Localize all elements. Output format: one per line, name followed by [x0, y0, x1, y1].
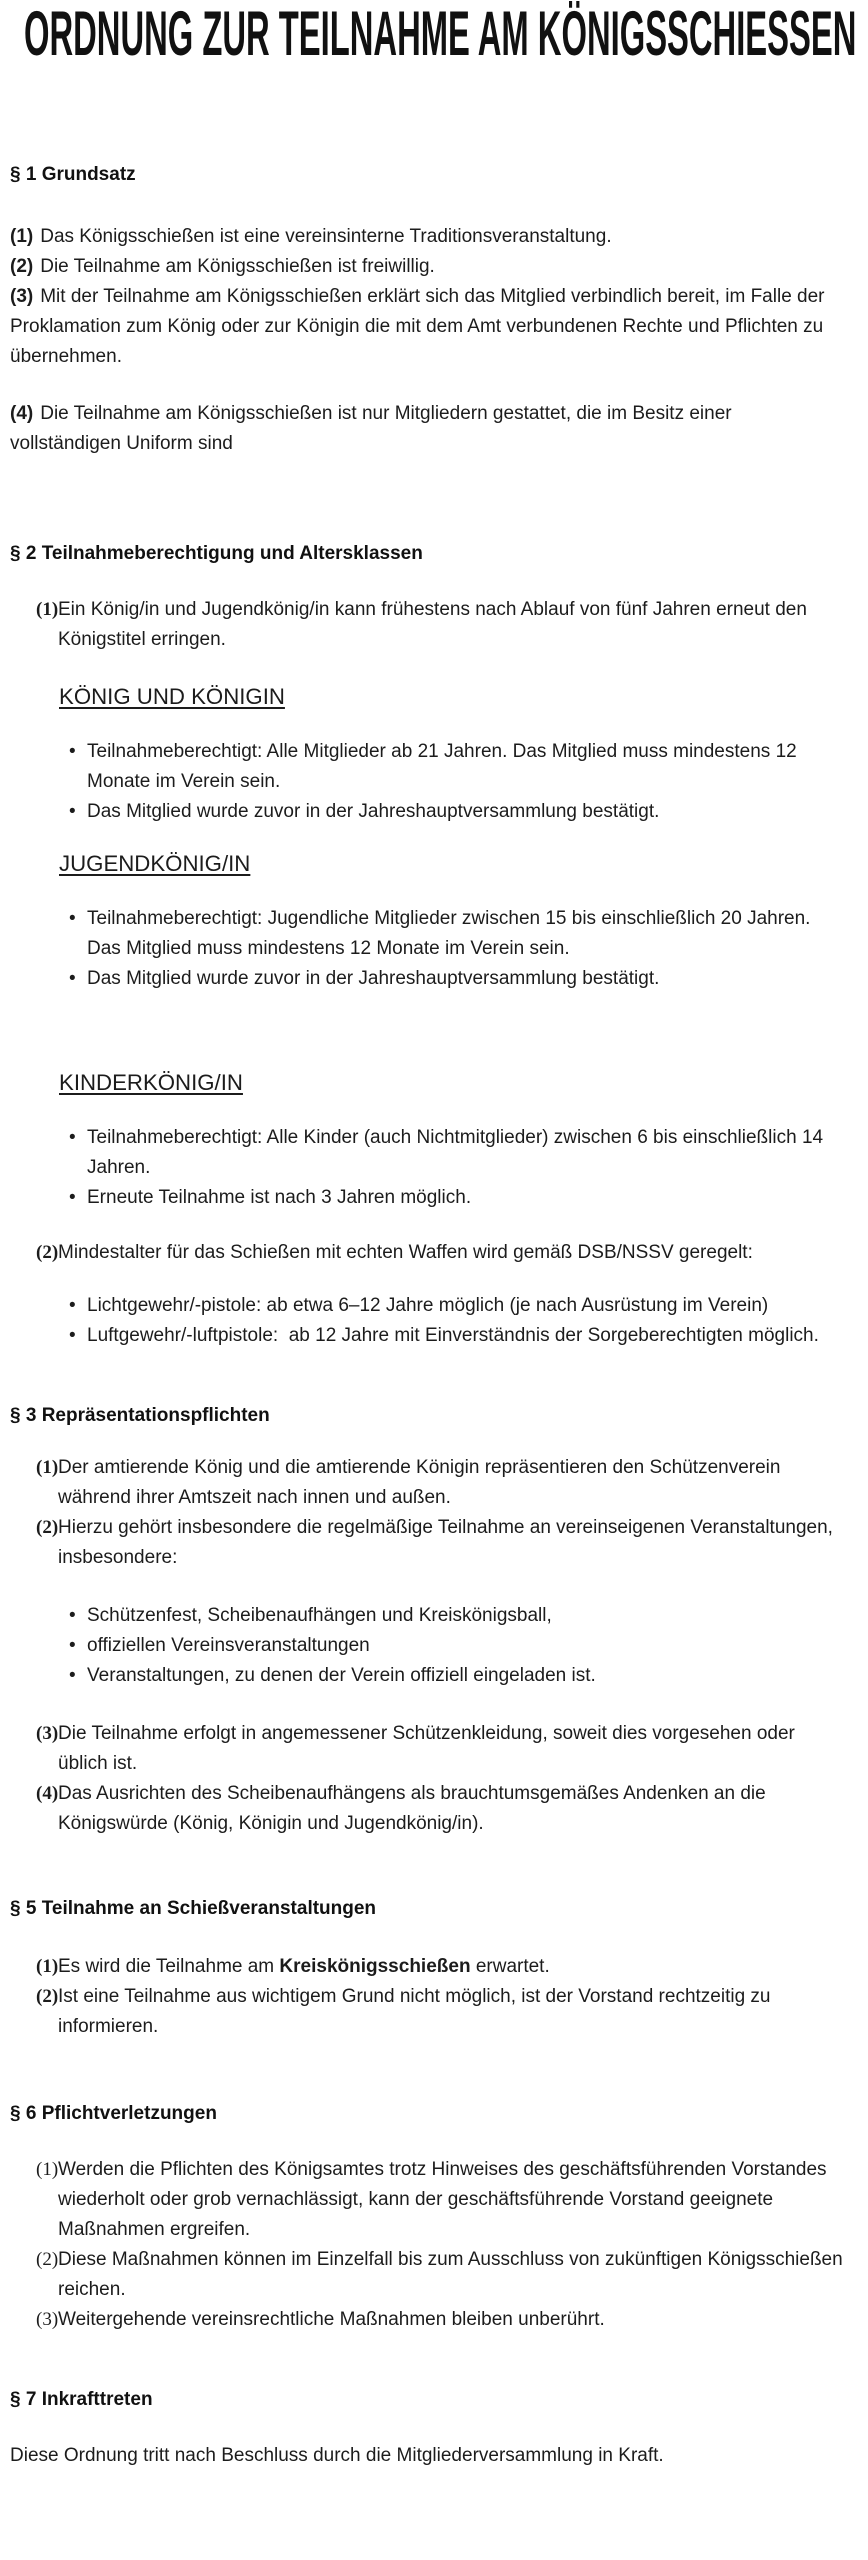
paragraph-number: (3): [36, 1723, 59, 1744]
bullet-list-mindestalter: [10, 1291, 844, 1351]
paragraph-text: Die Teilnahme am Königsschießen ist freiwillig.: [40, 256, 435, 277]
section-1-grundsatz: [10, 160, 844, 459]
bullet-text: offiziellen Vereinsveranstaltungen: [87, 1635, 370, 1656]
paragraph-text: Die Teilnahme erfolgt in angemessener Schützenkleidung, soweit dies vorgesehen oder üblich ist.: [58, 1723, 801, 1774]
section-7-heading: § 7 Inkrafttreten: [10, 2389, 153, 2410]
bullet-text: Veranstaltungen, zu denen der Verein offiziell eingeladen ist.: [87, 1665, 596, 1686]
section-7-inkrafttreten: [10, 2385, 844, 2471]
paragraph-text: Weitergehende vereinsrechtliche Maßnahmen bleiben unberührt.: [58, 2309, 605, 2330]
bullet-icon: •: [69, 1665, 76, 1686]
document-title: [24, 0, 857, 69]
bullet-text: Erneute Teilnahme ist nach 3 Jahren möglich.: [87, 1187, 472, 1208]
bullet-item: [10, 1183, 844, 1213]
paragraph-number: (1): [36, 1956, 59, 1977]
bullet-text: Das Mitglied wurde zuvor in der Jahreshauptversammlung bestätigt.: [87, 801, 660, 822]
paragraph-s2-1: [10, 595, 844, 655]
paragraph-number: (2): [36, 1242, 59, 1263]
bullet-icon: •: [69, 1605, 76, 1626]
paragraph-s3-4: [10, 1779, 844, 1839]
bullet-icon: •: [69, 1127, 76, 1148]
bullet-text: Schützenfest, Scheibenaufhängen und Kreiskönigsball,: [87, 1605, 552, 1626]
paragraph-s6-1: [10, 2155, 844, 2245]
bullet-item: [10, 1601, 844, 1631]
bullet-item: [10, 1291, 844, 1321]
bullet-item: [10, 1631, 844, 1661]
bullet-item: [10, 1123, 844, 1183]
paragraph-number: (3): [36, 2309, 59, 2330]
paragraph-text: Ist eine Teilnahme aus wichtigem Grund nicht möglich, ist der Vorstand rechtzeitig zu informieren.: [58, 1986, 776, 2037]
paragraph-number: (2): [10, 256, 34, 277]
paragraph-text: Diese Maßnahmen können im Einzelfall bis zum Ausschluss von zukünftigen Königsschießen reichen.: [58, 2249, 848, 2300]
paragraph-s1-2: [10, 252, 844, 282]
paragraph-number: (1): [36, 1457, 59, 1478]
bullet-text: Teilnahmeberechtigt: Alle Mitglieder ab 21 Jahren. Das Mitglied muss mindestens 12 Monate im Verein sein.: [87, 741, 802, 792]
subheading-jugendkoenig: JUGENDKÖNIG/IN: [59, 851, 251, 876]
section-5-heading: § 5 Teilnahme an Schießveranstaltungen: [10, 1898, 377, 1919]
paragraph-text: Mindestalter für das Schießen mit echten Waffen wird gemäß DSB/NSSV geregelt:: [58, 1242, 753, 1263]
bullet-item: [10, 904, 844, 964]
paragraph-number: (1): [10, 226, 34, 247]
bullet-list-koenig: [10, 737, 844, 827]
paragraph-s6-2: [10, 2245, 848, 2305]
bullet-icon: •: [69, 968, 76, 989]
paragraph-text: Diese Ordnung tritt nach Beschluss durch die Mitgliederversammlung in Kraft.: [10, 2445, 664, 2466]
bullet-text: Teilnahmeberechtigt: Alle Kinder (auch Nichtmitglieder) zwischen 6 bis einschließlich 14 Jahren.: [87, 1127, 829, 1178]
paragraph-s2-2: [10, 1238, 844, 1268]
paragraph-s3-3: [10, 1719, 844, 1779]
paragraph-text: Die Teilnahme am Königsschießen ist nur Mitgliedern gestattet, die im Besitz einer vollständigen Uniform sind: [10, 403, 737, 454]
paragraph-number: (2): [36, 2249, 59, 2270]
paragraph-s1-3: [10, 282, 844, 372]
section-1-heading: § 1 Grundsatz: [10, 164, 136, 185]
paragraph-s6-3: [10, 2305, 844, 2335]
paragraph-s5-2: [10, 1982, 844, 2042]
bullet-item: [10, 737, 844, 797]
paragraph-s1-4: [10, 399, 844, 459]
paragraph-text-bold: Kreiskönigsschießen: [279, 1956, 471, 1977]
bullet-icon: •: [69, 801, 76, 822]
paragraph-text: Werden die Pflichten des Königsamtes trotz Hinweises des geschäftsführenden Vorstandes wiederholt oder grob vernachlässigt, kann der geschäftsführende Vorstand geeignete Maßnahmen ergreifen.: [58, 2159, 832, 2240]
bullet-icon: •: [69, 1325, 76, 1346]
paragraph-text: Mit der Teilnahme am Königsschießen erklärt sich das Mitglied verbindlich bereit, im Falle der Proklamation zum König oder zur Königin die mit dem Amt verbundenen Rechte und Pflichten zu übernehmen.: [10, 286, 830, 367]
bullet-item: [10, 797, 844, 827]
closing-paragraph: [10, 2441, 844, 2471]
bullet-icon: •: [69, 741, 76, 762]
paragraph-text: Das Königsschießen ist eine vereinsinterne Traditionsveranstaltung.: [40, 226, 612, 247]
bullet-list-veranstaltungen: [10, 1601, 844, 1691]
paragraph-number: (3): [10, 286, 34, 307]
document-title-text: ORDNUNG ZUR TEILNAHME AM KÖNIGSSCHIESSEN: [24, 0, 857, 69]
bullet-list-kinder: [10, 1123, 844, 1213]
bullet-icon: •: [69, 908, 76, 929]
paragraph-number: (2): [36, 1986, 59, 2007]
bullet-text: Das Mitglied wurde zuvor in der Jahreshauptversammlung bestätigt.: [87, 968, 660, 989]
bullet-icon: •: [69, 1635, 76, 1656]
section-6-heading: § 6 Pflichtverletzungen: [10, 2103, 217, 2124]
bullet-text: Luftgewehr/-luftpistole: ab 12 Jahre mit Einverständnis der Sorgeberechtigten möglich.: [87, 1325, 819, 1346]
paragraph-text: Ein König/in und Jugendkönig/in kann frühestens nach Ablauf von fünf Jahren erneut den Königstitel erringen.: [58, 599, 813, 650]
paragraph-s5-1: [10, 1952, 844, 1982]
section-2-teilnahmeberechtigung: [10, 539, 844, 1351]
section-6-pflichtverletzungen: [10, 2099, 848, 2335]
bullet-list-jugend: [10, 904, 844, 994]
paragraph-text: Hierzu gehört insbesondere die regelmäßige Teilnahme an vereinseigenen Veranstaltungen, insbesondere:: [58, 1517, 839, 1568]
subheading-kinderkoenig: KINDERKÖNIG/IN: [59, 1070, 243, 1095]
section-5-schiessveranstaltungen: [10, 1894, 844, 2042]
subheading-koenig-und-koenigin: KÖNIG UND KÖNIGIN: [59, 684, 285, 709]
bullet-item: [10, 1321, 844, 1351]
paragraph-number: (2): [36, 1517, 59, 1538]
bullet-text: Teilnahmeberechtigt: Jugendliche Mitglieder zwischen 15 bis einschließlich 20 Jahren. Das Mitglied muss mindestens 12 Monate im Verein sein.: [87, 908, 816, 959]
paragraph-text: Der amtierende König und die amtierende Königin repräsentieren den Schützenverein während ihrer Amtszeit nach innen und außen.: [58, 1457, 786, 1508]
paragraph-s3-1: [10, 1453, 844, 1513]
bullet-icon: •: [69, 1187, 76, 1208]
section-3-heading: § 3 Repräsentationspflichten: [10, 1405, 270, 1426]
section-2-heading: § 2 Teilnahmeberechtigung und Altersklassen: [10, 543, 423, 564]
section-3-repraesentationspflichten: [10, 1401, 844, 1839]
paragraph-number: (4): [36, 1783, 59, 1804]
paragraph-text: erwartet.: [470, 1956, 550, 1977]
paragraph-number: (1): [36, 2159, 59, 2180]
bullet-text: Lichtgewehr/-pistole: ab etwa 6–12 Jahre möglich (je nach Ausrüstung im Verein): [87, 1295, 769, 1316]
paragraph-number: (1): [36, 599, 59, 620]
paragraph-s1-1: [10, 222, 844, 252]
paragraph-s3-2: [10, 1513, 844, 1573]
bullet-icon: •: [69, 1295, 76, 1316]
paragraph-text: Das Ausrichten des Scheibenaufhängens als brauchtumsgemäßes Andenken an die Königswürde (König, Königin und Jugendkönig/in).: [58, 1783, 771, 1834]
paragraph-number: (4): [10, 403, 34, 424]
bullet-item: [10, 964, 844, 994]
bullet-item: [10, 1661, 844, 1691]
paragraph-text: Es wird die Teilnahme am: [58, 1956, 280, 1977]
